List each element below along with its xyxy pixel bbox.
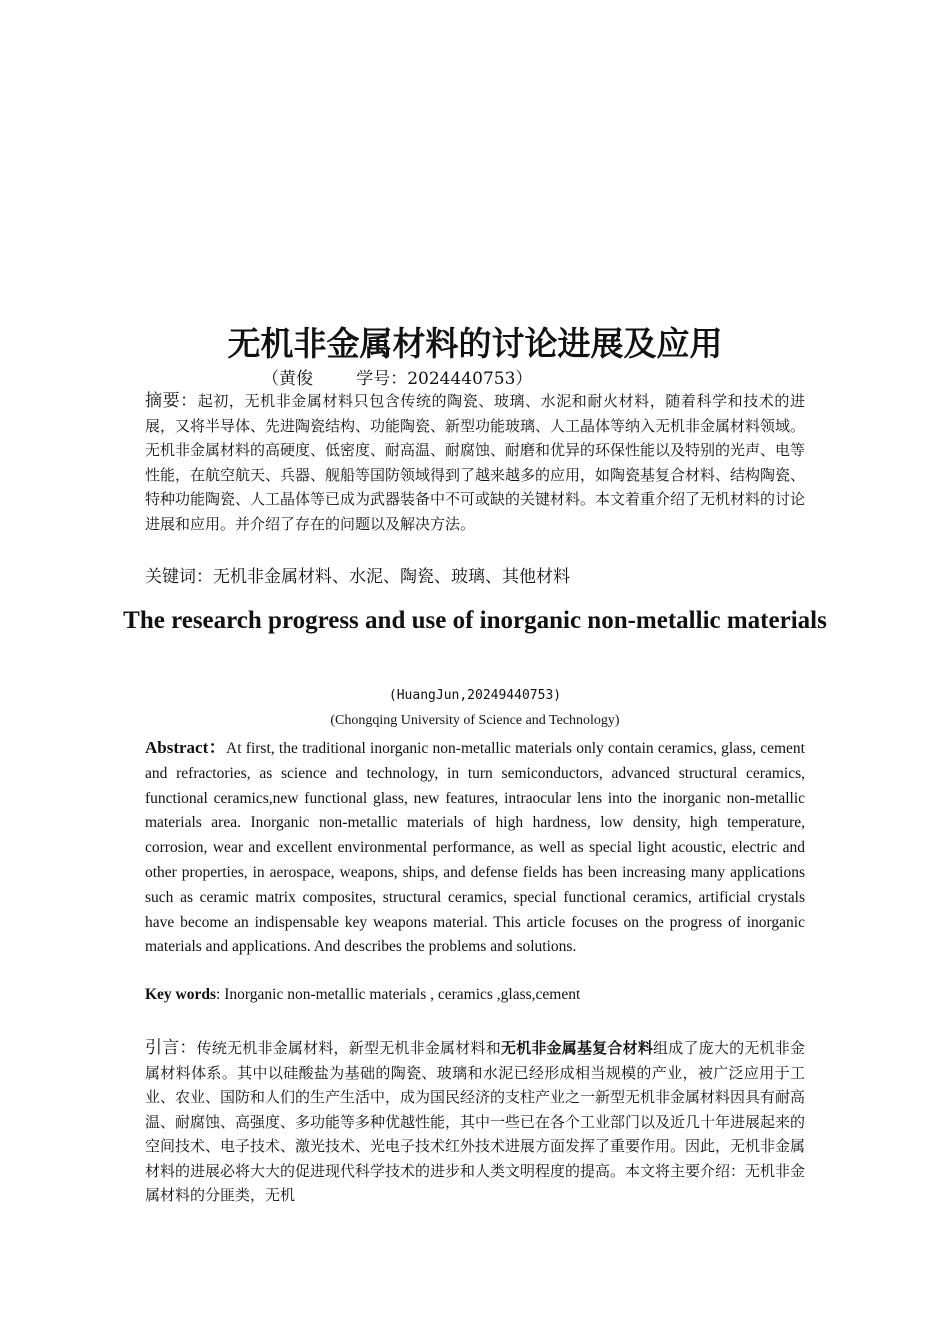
chinese-abstract-text: 起初，无机非金属材料只包含传统的陶瓷、玻璃、水泥和耐火材料，随着科学和技术的进展，又将半导体、先进陶瓷结构、功能陶瓷、新型功能玻璃、人工晶体等纳入无机非金属材料领域。无机非金属材料的高硬度、低密度、耐高温、耐腐蚀、耐磨和优异的环保性能以及特别的光声、电等性能，在航空航天、兵器、舰船等国防领域得到了越来越多的应用，如陶瓷基复合材料、结构陶瓷、特种功能陶瓷、人工晶体等已成为武器装备中不可或缺的关键材料。本文着重介绍了无机材料的讨论进展和应用。并介绍了存在的问题以及解决方法。 [145, 392, 806, 533]
english-author-line: (HuangJun,20249440753) [388, 688, 562, 703]
introduction-label: 引言： [145, 1038, 197, 1058]
english-keywords-text: : Inorganic non-metallic materials , ceramics ,glass,cement [216, 986, 581, 1003]
chinese-abstract [145, 389, 805, 536]
chinese-abstract-label: 摘要： [145, 391, 198, 411]
chinese-title: 无机非金属材料的讨论进展及应用 [227, 324, 723, 363]
english-keywords [145, 986, 580, 1004]
introduction-text-b: 组成了庞大的无机非金属材料体系。其中以硅酸盐为基础的陶瓷、玻璃和水泥已经形成相当规模的产业，被广泛应用于工业、农业、国防和人们的生产生活中，成为国民经济的支柱产业之一新型无机非金属材料因具有耐高温、耐腐蚀、高强度、多功能等多种优越性能，其中一些已在各个工业部门以及近几十年进展起来的空间技术、电子技术、激光技术、光电子技术红外技术进展方面发挥了重要作用。因此，无机非金属材料的进展必将大大的促进现代科学技术的进步和人类文明程度的提高。本文将主要介绍：无机非金属材料的分匪类，无机 [145, 1039, 806, 1204]
english-abstract [145, 736, 805, 960]
english-abstract-label: Abstract： [145, 738, 227, 757]
introduction-bold-term: 无机非金属基复合材料 [500, 1039, 654, 1057]
english-abstract-text: At first, the traditional inorganic non-metallic materials only contain ceramics, glass, cement and refractories, as science and technology, in turn semiconductors, advanced structural ceramics, functional ceramics,new functional glass, new features, intraocular lens into the inorganic non-metallic materials area. Inorganic non-metallic materials of high hardness, low density, high temperature, corrosion, wear and excellent environmental performance, as well as special light acoustic, electric and other properties, in aerospace, weapons, ships, and defense fields has been increasing many applications such as ceramic matrix composites, structural ceramics, special functional ceramics, artificial crystals have become an indispensable key weapons material. This article focuses on the progress of inorganic materials and applications. And describes the problems and solutions. [145, 740, 805, 956]
chinese-keywords: 关键词：无机非金属材料、水泥、陶瓷、玻璃、其他材料 [145, 567, 570, 587]
english-affiliation: (Chongqing University of Science and Technology) [330, 713, 620, 728]
introduction-text-a: 传统无机非金属材料，新型无机非金属材料和 [196, 1039, 501, 1057]
introduction [145, 1036, 805, 1208]
author-line: （黄俊 学号：2024440753） [262, 369, 533, 389]
english-title: The research progress and use of inorganic non-metallic materials [123, 607, 827, 634]
english-keywords-label: Key words [145, 986, 217, 1003]
